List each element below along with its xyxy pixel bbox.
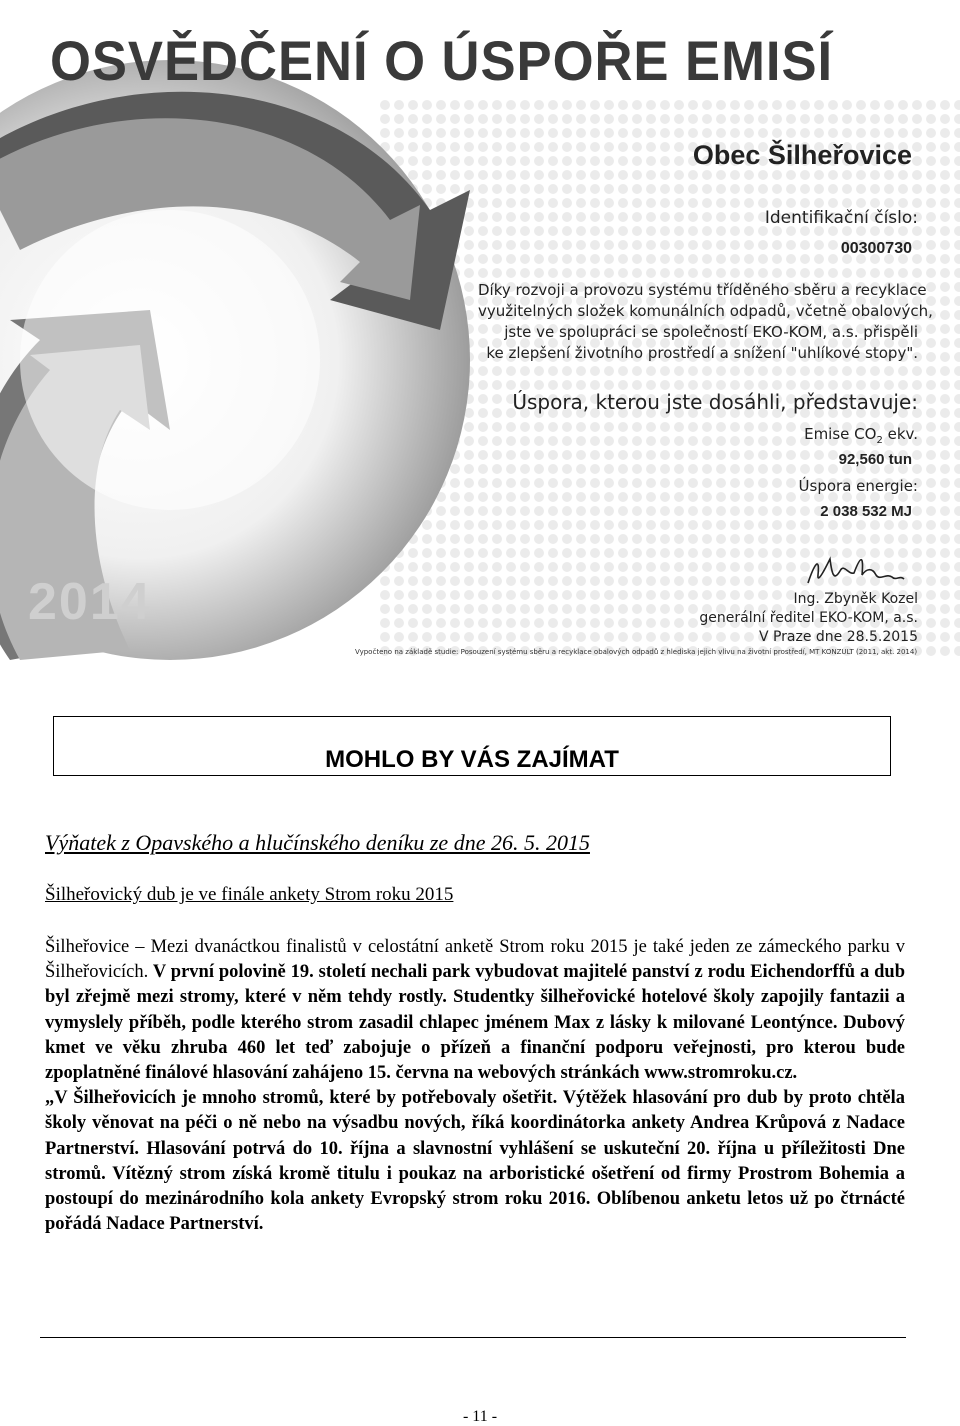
certificate-description-line: využitelných složek komunálních odpadů, včetně obalových, [478, 302, 933, 320]
emission-certificate [0, 0, 960, 668]
certificate-description-line: jste ve spolupráci se společností EKO-KOM, a.s. přispěli [504, 323, 918, 341]
certificate-title: OSVĚDČENÍ O ÚSPOŘE EMISÍ [50, 29, 834, 92]
footer-divider [40, 1337, 906, 1338]
energy-value: 2 038 532 MJ [820, 503, 912, 520]
article-paragraph-rest: V první polovině 19. století nechali park vybudovat majitelé panství z rodu Eichendorffů a dub byl zřejmě mezi stromy, které v něm tehdy rostly. Studentky šilheřovické hotelové školy zapojily fantazii a vymyslely příběh, podle kterého strom zasadil chlapec jménem Max z lásky k milované Leontýnce. Dubový kmet ve věku zhruba 460 let teď zabojuje o přízeň a finanční podporu veřejnosti, pro kterou bude zpoplatněné finálové hlasování zahájeno 15. června na webových stránkách www.stromroku.cz. [45, 962, 905, 1084]
article-quote-paragraph: „V Šilheřovicích je mnoho stromů, které by potřebovaly ošetřit. Výtěžek hlasování pro dub by proto chtěla školy věnovat na péči o ně nebo na výsadbu nových, říká koordinátorka ankety Andrea Krůpová z Nadace Partnerství. Hlasování potrvá do 10. října a slavnostní vyhlášení se uskuteční 20. října u příležitosti Dne stromů. Vítězný strom získá kromě titulu i poukaz na arboristické ošetření od firmy Prostrom Bohemia a postoupí do mezinárodního kola ankety Evropský strom roku 2016. Oblíbenou anketu letos už po čtrnácté pořádá Nadace Partnerství. [45, 1088, 905, 1235]
certificate-description-line: ke zlepšení životního prostředí a snížení "uhlíkové stopy". [486, 344, 918, 362]
signer-role: generální ředitel EKO-KOM, a.s. [699, 610, 918, 626]
signer-name: Ing. Zbyněk Kozel [793, 591, 918, 607]
certificate-id-label: Identifikační číslo: [764, 208, 918, 228]
certificate-id-value: 00300730 [840, 240, 912, 257]
emission-label-prefix: Emise CO [804, 425, 877, 443]
article-headline: Šilheřovický dub je ve finále ankety Strom roku 2015 [45, 884, 454, 905]
emission-label-sub: 2 [876, 435, 883, 446]
page-number: - 11 - [462, 1408, 498, 1425]
savings-heading: Úspora, kterou jste dosáhli, představuje: [512, 390, 918, 414]
article-paragraph [45, 935, 905, 1086]
handwritten-signature [800, 545, 910, 595]
energy-label: Úspora energie: [798, 477, 918, 495]
certificate-organization: Obec Šilheřovice [692, 140, 912, 170]
article-intro: Šilheřovice – Mezi dvanáctkou finalistů v celostátní anketě Strom roku 2015 je také jeden ze zámeckého parku v Šilheřovicích. [45, 937, 905, 983]
certificate-description-line: Díky rozvoji a provozu systému tříděného sběru a recyklace [478, 281, 927, 299]
banner-text: MOHLO BY VÁS ZAJÍMAT [325, 746, 619, 773]
certificate-signer [699, 590, 918, 647]
article-source: Výňatek z Opavského a hlučínského deníku ze dne 26. 5. 2015 [45, 830, 590, 855]
article-body [45, 935, 905, 1237]
emission-value: 92,560 tun [838, 451, 912, 468]
interest-banner [53, 716, 891, 776]
place-date: V Praze dne 28.5.2015 [758, 629, 918, 645]
certificate-year: 2014 [28, 573, 152, 631]
certificate-description [478, 280, 933, 364]
emission-label [804, 425, 918, 446]
emission-label-suffix: ekv. [882, 425, 918, 443]
certificate-footnote: Vypočteno na základě studie: Posouzení systému sběru a recyklace obalových odpadů z hlediska jejich vlivu na životní prostředí, MT KONZULT (2011, akt. 2014) [355, 648, 918, 656]
